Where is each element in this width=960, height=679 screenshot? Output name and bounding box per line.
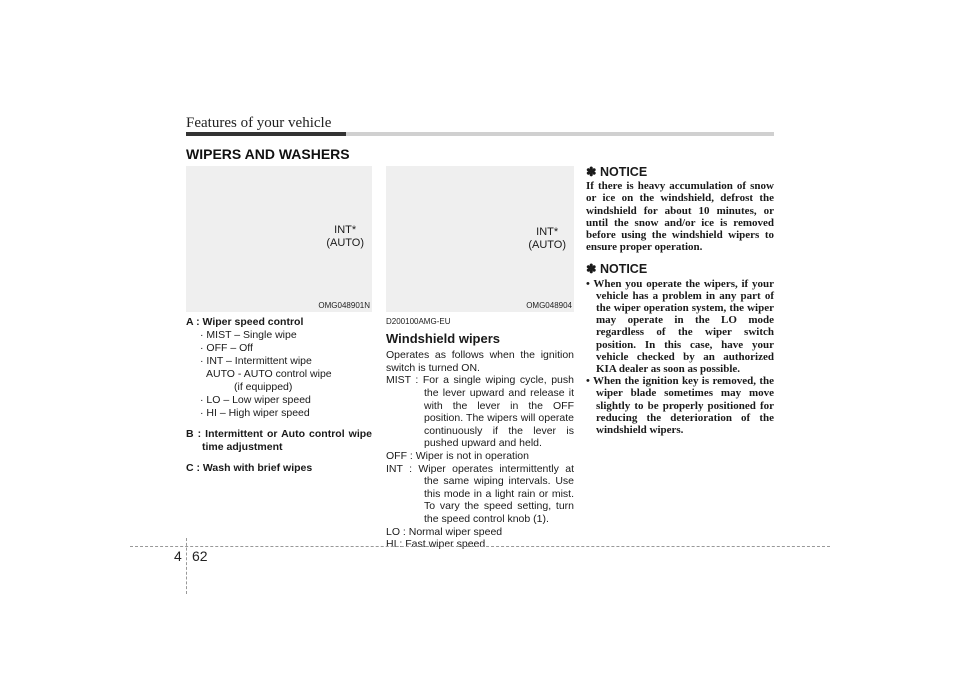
mode-definition: OFF : Wiper is not in operation bbox=[386, 449, 529, 462]
mode-definition: LO : Normal wiper speed bbox=[386, 525, 503, 538]
chapter-number: 4 bbox=[174, 548, 182, 564]
legend-item: · HI – High wiper speed bbox=[200, 407, 310, 419]
notice-bullet: • When the ignition key is removed, the wiper blade sometimes may move slightly to be properly positioned for reducing the deterioration of the windshield wipers. bbox=[586, 375, 774, 437]
notice-bullet: • When you operate the wipers, if your vehicle has a problem in any part of the wiper operation system, the wiper may operate in the LO mode regardless of the wiper switch position. In this case, have your vehicle checked by an authorized KIA dealer as soon as possible. bbox=[586, 277, 774, 376]
notice-title: ✽ NOTICE bbox=[586, 262, 648, 277]
legend-item: · INT – Intermittent wipe bbox=[200, 355, 312, 367]
legend-item: · OFF – Off bbox=[200, 342, 253, 354]
section-code: D200100AMG-EU bbox=[386, 317, 451, 326]
header-rule-accent bbox=[186, 132, 346, 136]
figure-label bbox=[528, 226, 566, 252]
legend-item: · MIST – Single wipe bbox=[200, 329, 297, 341]
page-header-title: Features of your vehicle bbox=[186, 115, 332, 131]
notice-text: If there is heavy accumulation of snow or ice on the windshield, defrost the windshield for about 10 minutes, or until the snow and/or ice is removed before using the windshield wipers to ensure proper operation. bbox=[586, 180, 774, 254]
wiper-legend bbox=[186, 316, 372, 475]
footer-divider bbox=[186, 538, 187, 594]
figure-code: OMG048904 bbox=[526, 301, 572, 310]
windshield-wipers-section bbox=[386, 316, 574, 551]
legend-item-auto: AUTO - AUTO control wipe bbox=[206, 368, 332, 380]
notice-section bbox=[586, 166, 774, 436]
legend-c-title: C : Wash with brief wipes bbox=[186, 462, 313, 474]
footer-rule bbox=[130, 546, 830, 547]
legend-item: · LO – Low wiper speed bbox=[200, 394, 311, 406]
section-intro: Operates as follows when the ignition switch is turned ON. bbox=[386, 349, 574, 374]
legend-b-title: B : Intermittent or Auto control wipe time adjustment bbox=[186, 428, 372, 453]
legend-item-auto-note: (if equipped) bbox=[234, 381, 293, 393]
figure-label bbox=[326, 224, 364, 250]
section-heading: Windshield wipers bbox=[386, 330, 501, 346]
mode-definition: INT : Wiper operates intermittently at the same wiping intervals. Use this mode in a light rain or mist. To vary the speed setting, turn the speed control knob (1). bbox=[386, 462, 574, 525]
figure-code: OMG048901N bbox=[318, 301, 370, 310]
figure-label-line: (AUTO) bbox=[326, 237, 364, 249]
figure-label-line: INT* bbox=[536, 226, 559, 238]
legend-a-title: A : Wiper speed control bbox=[186, 316, 304, 328]
page-number: 62 bbox=[192, 548, 208, 564]
section-title: WIPERS AND WASHERS bbox=[186, 146, 350, 162]
mode-definition: HI : Fast wiper speed bbox=[386, 538, 486, 551]
wiper-lever-figure-2 bbox=[386, 166, 574, 312]
figure-label-line: (AUTO) bbox=[528, 239, 566, 251]
wiper-lever-figure bbox=[186, 166, 372, 312]
notice-title: ✽ NOTICE bbox=[586, 165, 648, 179]
mode-definition: MIST : For a single wiping cycle, push the lever upward and release it with the lever in the OFF position. The wipers will operate continuously if the lever is pushed upward and held. bbox=[386, 374, 574, 450]
figure-label-line: INT* bbox=[334, 224, 357, 236]
